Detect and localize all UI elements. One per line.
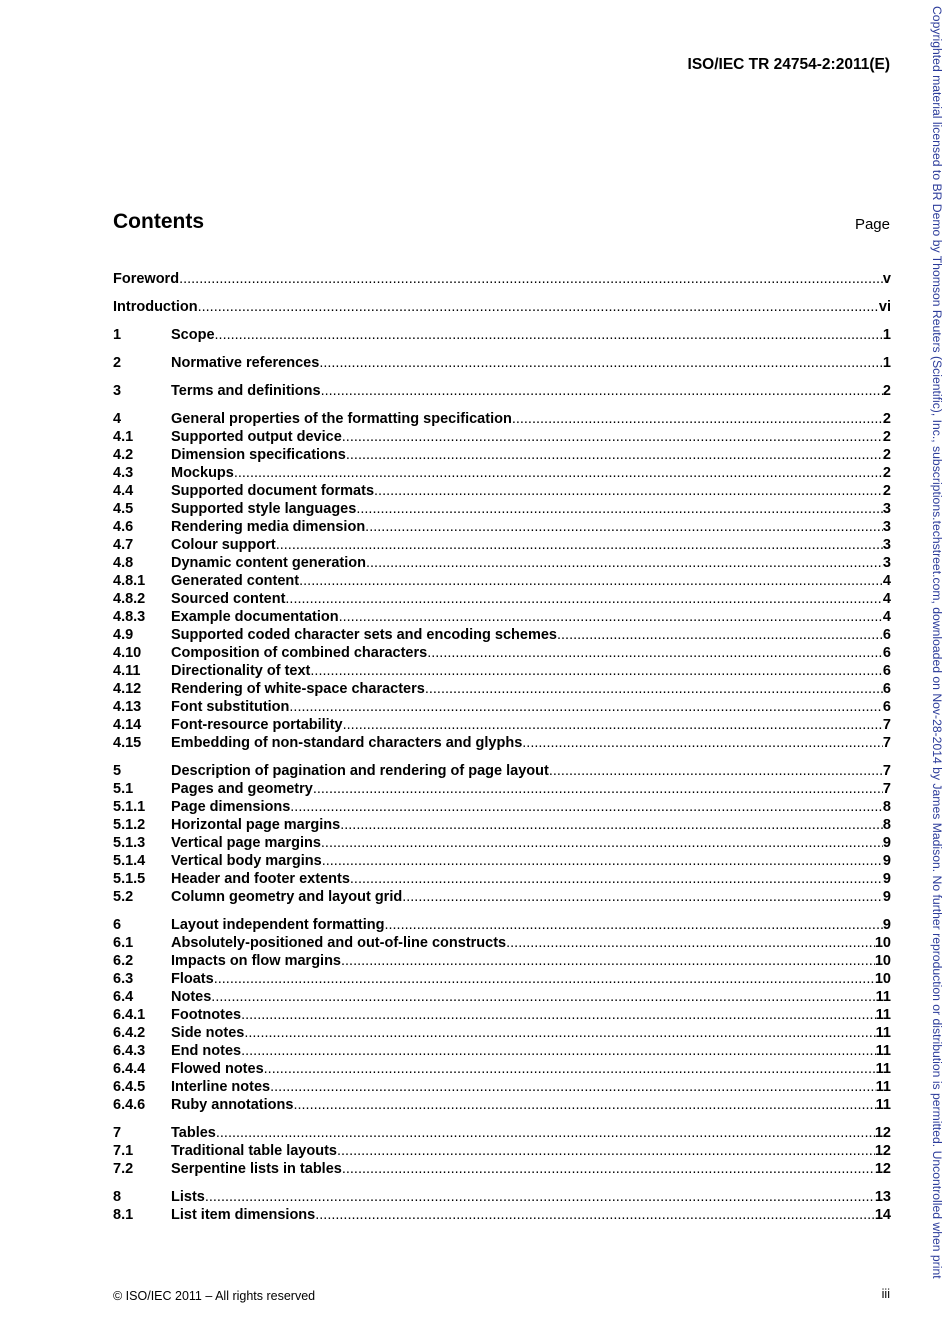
toc-dot-leader	[299, 572, 883, 590]
toc-entry-title: Generated content	[171, 573, 300, 589]
toc-dot-leader	[374, 482, 883, 500]
toc-dot-leader	[205, 1188, 875, 1206]
toc-entry-number: 4	[113, 411, 122, 427]
toc-entry[interactable]	[113, 716, 891, 734]
toc-entry-number: 4.4	[113, 483, 134, 499]
toc-entry-page: vi	[878, 299, 891, 315]
toc-group	[113, 270, 891, 288]
toc-dot-leader	[427, 644, 883, 662]
toc-entry-page: 7	[882, 735, 891, 751]
toc-entry-page: 11	[875, 1043, 891, 1059]
toc-entry-number: 5.1	[113, 781, 134, 797]
toc-entry[interactable]	[113, 1160, 891, 1178]
toc-entry[interactable]	[113, 382, 891, 400]
toc-dot-leader	[179, 270, 883, 288]
toc-entry[interactable]	[113, 1096, 891, 1114]
toc-entry[interactable]	[113, 410, 891, 428]
toc-entry-number: 5.1.4	[113, 853, 146, 869]
toc-dot-leader	[234, 464, 883, 482]
toc-entry-number: 5.1.2	[113, 817, 146, 833]
toc-entry[interactable]	[113, 518, 891, 536]
toc-group	[113, 916, 891, 1114]
toc-group	[113, 298, 891, 316]
toc-entry[interactable]	[113, 1124, 891, 1142]
toc-entry-page: 4	[882, 591, 891, 607]
toc-entry-page: 12	[874, 1125, 891, 1141]
toc-entry-page: 2	[882, 483, 891, 499]
toc-entry-number: 8.1	[113, 1207, 134, 1223]
toc-dot-leader	[321, 834, 883, 852]
toc-entry[interactable]	[113, 1188, 891, 1206]
toc-dot-leader	[506, 934, 875, 952]
toc-entry[interactable]	[113, 554, 891, 572]
toc-entry-page: 9	[882, 889, 891, 905]
toc-dot-leader	[366, 554, 883, 572]
toc-entry-title: Traditional table layouts	[171, 1143, 337, 1159]
toc-entry-title: Embedding of non-standard characters and glyphs	[171, 735, 523, 751]
toc-entry-number: 5	[113, 763, 122, 779]
toc-entry-title: Lists	[171, 1189, 205, 1205]
toc-entry[interactable]	[113, 326, 891, 344]
toc-entry-number: 5.1.1	[113, 799, 146, 815]
toc-entry[interactable]	[113, 1142, 891, 1160]
toc-entry[interactable]	[113, 536, 891, 554]
toc-dot-leader	[342, 428, 883, 446]
toc-entry[interactable]	[113, 1024, 891, 1042]
footer-page-number: iii	[881, 1287, 890, 1301]
toc-entry-number: 4.6	[113, 519, 134, 535]
toc-entry[interactable]	[113, 1042, 891, 1060]
toc-dot-leader	[276, 536, 883, 554]
toc-entry-title: Directionality of text	[171, 663, 311, 679]
toc-entry-page: 10	[874, 953, 891, 969]
toc-entry-number: 6.4.3	[113, 1043, 146, 1059]
toc-entry-page: 6	[882, 663, 891, 679]
toc-dot-leader	[402, 888, 883, 906]
toc-entry-title: List item dimensions	[171, 1207, 316, 1223]
toc-entry-title: Introduction	[113, 299, 198, 315]
toc-entry[interactable]	[113, 644, 891, 662]
toc-entry-page: 3	[882, 555, 891, 571]
toc-entry-page: 6	[882, 699, 891, 715]
toc-dot-leader	[319, 354, 883, 372]
toc-entry-title: End notes	[171, 1043, 242, 1059]
toc-entry-page: 10	[874, 935, 891, 951]
toc-entry-page: 3	[882, 501, 891, 517]
toc-entry-page: 2	[882, 429, 891, 445]
toc-entry-page: 2	[882, 383, 891, 399]
toc-entry-page: 1	[882, 355, 891, 371]
toc-dot-leader	[322, 852, 883, 870]
toc-entry-number: 4.3	[113, 465, 134, 481]
toc-entry-number: 4.11	[113, 663, 141, 679]
toc-entry-number: 4.10	[113, 645, 142, 661]
toc-entry[interactable]	[113, 482, 891, 500]
toc-entry-number: 4.2	[113, 447, 134, 463]
document-id: ISO/IEC TR 24754-2:2011(E)	[687, 56, 890, 73]
toc-entry-title: Horizontal page margins	[171, 817, 341, 833]
toc-dot-leader	[384, 916, 882, 934]
toc-entry-number: 4.8.2	[113, 591, 146, 607]
toc-dot-leader	[216, 1124, 875, 1142]
toc-entry-title: Supported coded character sets and encoding schemes	[171, 627, 557, 643]
toc-entry-number: 7.2	[113, 1161, 134, 1177]
toc-entry-title: Floats	[171, 971, 214, 987]
toc-entry-page: 6	[882, 681, 891, 697]
toc-entry-page: 9	[882, 917, 891, 933]
toc-entry-title: Example documentation	[171, 609, 339, 625]
toc-dot-leader	[557, 626, 883, 644]
toc-entry-page: 11	[875, 1007, 891, 1023]
toc-entry-title: Pages and geometry	[171, 781, 313, 797]
toc-dot-leader	[289, 698, 883, 716]
toc-entry-number: 6.4.5	[113, 1079, 146, 1095]
toc-entry-number: 6.4.1	[113, 1007, 146, 1023]
toc-entry[interactable]	[113, 798, 891, 816]
toc-entry-page: 7	[882, 717, 891, 733]
toc-entry-title: Mockups	[171, 465, 234, 481]
toc-entry-title: Supported output device	[171, 429, 342, 445]
toc-entry-page: 3	[882, 537, 891, 553]
toc-entry-title: Sourced content	[171, 591, 286, 607]
toc-entry-number: 4.8.3	[113, 609, 146, 625]
toc-entry-number: 4.12	[113, 681, 142, 697]
toc-entry-number: 8	[113, 1189, 122, 1205]
toc-entry-title: Ruby annotations	[171, 1097, 294, 1113]
toc-entry-title: Header and footer extents	[171, 871, 350, 887]
toc-entry-page: 2	[882, 411, 891, 427]
toc-entry-number: 6.4.4	[113, 1061, 146, 1077]
toc-entry-number: 5.2	[113, 889, 134, 905]
toc-dot-leader	[341, 952, 875, 970]
toc-dot-leader	[350, 870, 883, 888]
toc-entry-title: Rendering media dimension	[171, 519, 366, 535]
toc-entry-title: Flowed notes	[171, 1061, 264, 1077]
toc-entry-page: 11	[875, 1097, 891, 1113]
toc-entry-number: 5.1.3	[113, 835, 146, 851]
toc-group	[113, 326, 891, 344]
toc-dot-leader	[337, 1142, 875, 1160]
toc-group	[113, 1188, 891, 1224]
toc-entry-title: Font substitution	[171, 699, 290, 715]
toc-entry[interactable]	[113, 428, 891, 446]
toc-dot-leader	[315, 1206, 875, 1224]
toc-dot-leader	[211, 988, 875, 1006]
toc-entry-page: 6	[882, 645, 891, 661]
toc-dot-leader	[512, 410, 883, 428]
toc-entry[interactable]	[113, 762, 891, 780]
toc-dot-leader	[346, 446, 883, 464]
toc-entry-title: Dimension specifications	[171, 447, 346, 463]
toc-entry-page: 9	[882, 871, 891, 887]
toc-dot-leader	[293, 1096, 875, 1114]
toc-entry[interactable]	[113, 1078, 891, 1096]
toc-entry[interactable]	[113, 608, 891, 626]
toc-entry[interactable]	[113, 952, 891, 970]
toc-entry-page: 11	[875, 1061, 891, 1077]
copyright-watermark-notice: Copyrighted material licensed to BR Demo by Thomson Reuters (Scientific), Inc., subscriptions.techstreet.com, downloaded on Nov-28-2014 by James Madison. No further reproduction or distribution is permitted. Uncontrolled when print	[930, 6, 944, 1279]
toc-entry-title: Foreword	[113, 271, 180, 287]
toc-dot-leader	[310, 662, 883, 680]
toc-entry-page: 8	[882, 817, 891, 833]
toc-entry-title: Side notes	[171, 1025, 245, 1041]
toc-dot-leader	[270, 1078, 876, 1096]
toc-dot-leader	[342, 1160, 875, 1178]
toc-entry[interactable]	[113, 916, 891, 934]
toc-entry-number: 7	[113, 1125, 122, 1141]
toc-entry-page: 7	[882, 781, 891, 797]
toc-entry[interactable]	[113, 590, 891, 608]
toc-entry-title: Interline notes	[171, 1079, 271, 1095]
toc-entry[interactable]	[113, 662, 891, 680]
toc-entry-page: 11	[875, 1025, 891, 1041]
toc-entry-number: 4.14	[113, 717, 142, 733]
toc-dot-leader	[356, 500, 883, 518]
toc-entry-number: 4.7	[113, 537, 134, 553]
toc-group	[113, 382, 891, 400]
toc-entry-title: Vertical page margins	[171, 835, 321, 851]
toc-entry-page: 6	[882, 627, 891, 643]
page-title: Contents	[113, 210, 204, 233]
toc-entry[interactable]	[113, 354, 891, 372]
toc-entry-number: 3	[113, 383, 122, 399]
toc-dot-leader	[313, 780, 883, 798]
toc-entry-title: Page dimensions	[171, 799, 291, 815]
toc-entry[interactable]	[113, 698, 891, 716]
toc-entry-title: Impacts on flow margins	[171, 953, 341, 969]
toc-dot-leader	[549, 762, 883, 780]
toc-entry[interactable]	[113, 464, 891, 482]
toc-entry[interactable]	[113, 780, 891, 798]
toc-entry[interactable]	[113, 680, 891, 698]
toc-entry[interactable]	[113, 834, 891, 852]
toc-entry-title: Rendering of white-space characters	[171, 681, 425, 697]
toc-entry-number: 4.8	[113, 555, 134, 571]
toc-entry-title: Serpentine lists in tables	[171, 1161, 342, 1177]
toc-entry-number: 5.1.5	[113, 871, 146, 887]
toc-entry-page: 10	[874, 971, 891, 987]
toc-group	[113, 1124, 891, 1178]
toc-entry[interactable]	[113, 572, 891, 590]
toc-entry-number: 6.4	[113, 989, 134, 1005]
toc-entry-page: 14	[874, 1207, 891, 1223]
toc-entry-number: 4.9	[113, 627, 134, 643]
toc-entry-page: 4	[882, 609, 891, 625]
toc-entry-title: Composition of combined characters	[171, 645, 428, 661]
toc-dot-leader	[343, 716, 883, 734]
toc-entry-page: 1	[882, 327, 891, 343]
toc-entry-title: Font-resource portability	[171, 717, 343, 733]
toc-dot-leader	[264, 1060, 876, 1078]
toc-entry[interactable]	[113, 500, 891, 518]
toc-entry-page: 11	[875, 1079, 891, 1095]
toc-entry-page: 7	[882, 763, 891, 779]
toc-entry-number: 4.5	[113, 501, 134, 517]
toc-entry-title: Column geometry and layout grid	[171, 889, 403, 905]
toc-entry-page: 9	[882, 835, 891, 851]
toc-entry-page: 13	[874, 1189, 891, 1205]
toc-dot-leader	[522, 734, 883, 752]
toc-entry[interactable]	[113, 734, 891, 752]
toc-entry-title: Supported style languages	[171, 501, 357, 517]
toc-dot-leader	[285, 590, 883, 608]
toc-entry-number: 4.15	[113, 735, 142, 751]
toc-entry-title: Dynamic content generation	[171, 555, 366, 571]
toc-dot-leader	[241, 1006, 876, 1024]
toc-entry-title: Normative references	[171, 355, 320, 371]
toc-dot-leader	[241, 1042, 876, 1060]
toc-entry-page: 2	[882, 465, 891, 481]
toc-entry-number: 6	[113, 917, 122, 933]
toc-entry[interactable]	[113, 970, 891, 988]
toc-entry-number: 2	[113, 355, 122, 371]
toc-entry-title: Supported document formats	[171, 483, 375, 499]
toc-dot-leader	[215, 326, 883, 344]
toc-entry-number: 6.1	[113, 935, 134, 951]
toc-entry-page: v	[882, 271, 891, 287]
toc-entry-title: Scope	[171, 327, 215, 343]
toc-entry[interactable]	[113, 816, 891, 834]
toc-group	[113, 410, 891, 752]
toc-entry-title: Absolutely-positioned and out-of-line constructs	[171, 935, 507, 951]
toc-entry[interactable]	[113, 1206, 891, 1224]
toc-entry-page: 11	[875, 989, 891, 1005]
toc-dot-leader	[321, 382, 883, 400]
toc-entry-page: 4	[882, 573, 891, 589]
toc-entry-title: Notes	[171, 989, 212, 1005]
toc-dot-leader	[340, 816, 883, 834]
toc-entry-number: 4.1	[113, 429, 134, 445]
toc-group	[113, 354, 891, 372]
footer-copyright: © ISO/IEC 2011 – All rights reserved	[113, 1289, 316, 1303]
toc-dot-leader	[425, 680, 883, 698]
toc-entry-title: Layout independent formatting	[171, 917, 385, 933]
toc-entry[interactable]	[113, 446, 891, 464]
toc-entry[interactable]	[113, 852, 891, 870]
toc-entry-number: 6.4.6	[113, 1097, 146, 1113]
toc-entry-number: 6.3	[113, 971, 134, 987]
toc-entry-number: 6.2	[113, 953, 134, 969]
toc-entry-title: Colour support	[171, 537, 276, 553]
toc-entry-title: Terms and definitions	[171, 383, 321, 399]
toc-entry-number: 7.1	[113, 1143, 134, 1159]
page-column-label: Page	[854, 216, 890, 233]
toc-dot-leader	[339, 608, 883, 626]
toc-entry[interactable]	[113, 1006, 891, 1024]
toc-entry-number: 6.4.2	[113, 1025, 146, 1041]
toc-entry[interactable]	[113, 934, 891, 952]
toc-group	[113, 762, 891, 906]
toc-dot-leader	[365, 518, 883, 536]
toc-entry-title: Vertical body margins	[171, 853, 322, 869]
toc-entry-title: Description of pagination and rendering of page layout	[171, 763, 549, 779]
toc-entry-number: 4.8.1	[113, 573, 146, 589]
toc-entry[interactable]	[113, 298, 891, 316]
toc-entry-page: 12	[874, 1143, 891, 1159]
toc-entry[interactable]	[113, 870, 891, 888]
toc-dot-leader	[214, 970, 875, 988]
toc-entry[interactable]	[113, 270, 891, 288]
table-of-contents	[113, 270, 891, 1234]
toc-entry[interactable]	[113, 1060, 891, 1078]
toc-entry-page: 9	[882, 853, 891, 869]
toc-entry[interactable]	[113, 988, 891, 1006]
toc-entry-title: Footnotes	[171, 1007, 242, 1023]
toc-entry-page: 2	[882, 447, 891, 463]
toc-entry-page: 12	[874, 1161, 891, 1177]
toc-entry-title: General properties of the formatting specification	[171, 411, 512, 427]
toc-dot-leader	[244, 1024, 875, 1042]
toc-entry-title: Tables	[171, 1125, 216, 1141]
toc-entry-page: 3	[882, 519, 891, 535]
toc-entry-number: 1	[113, 327, 122, 343]
toc-dot-leader	[198, 298, 879, 316]
toc-entry[interactable]	[113, 888, 891, 906]
toc-entry-number: 4.13	[113, 699, 142, 715]
toc-dot-leader	[290, 798, 883, 816]
toc-entry[interactable]	[113, 626, 891, 644]
toc-entry-page: 8	[882, 799, 891, 815]
